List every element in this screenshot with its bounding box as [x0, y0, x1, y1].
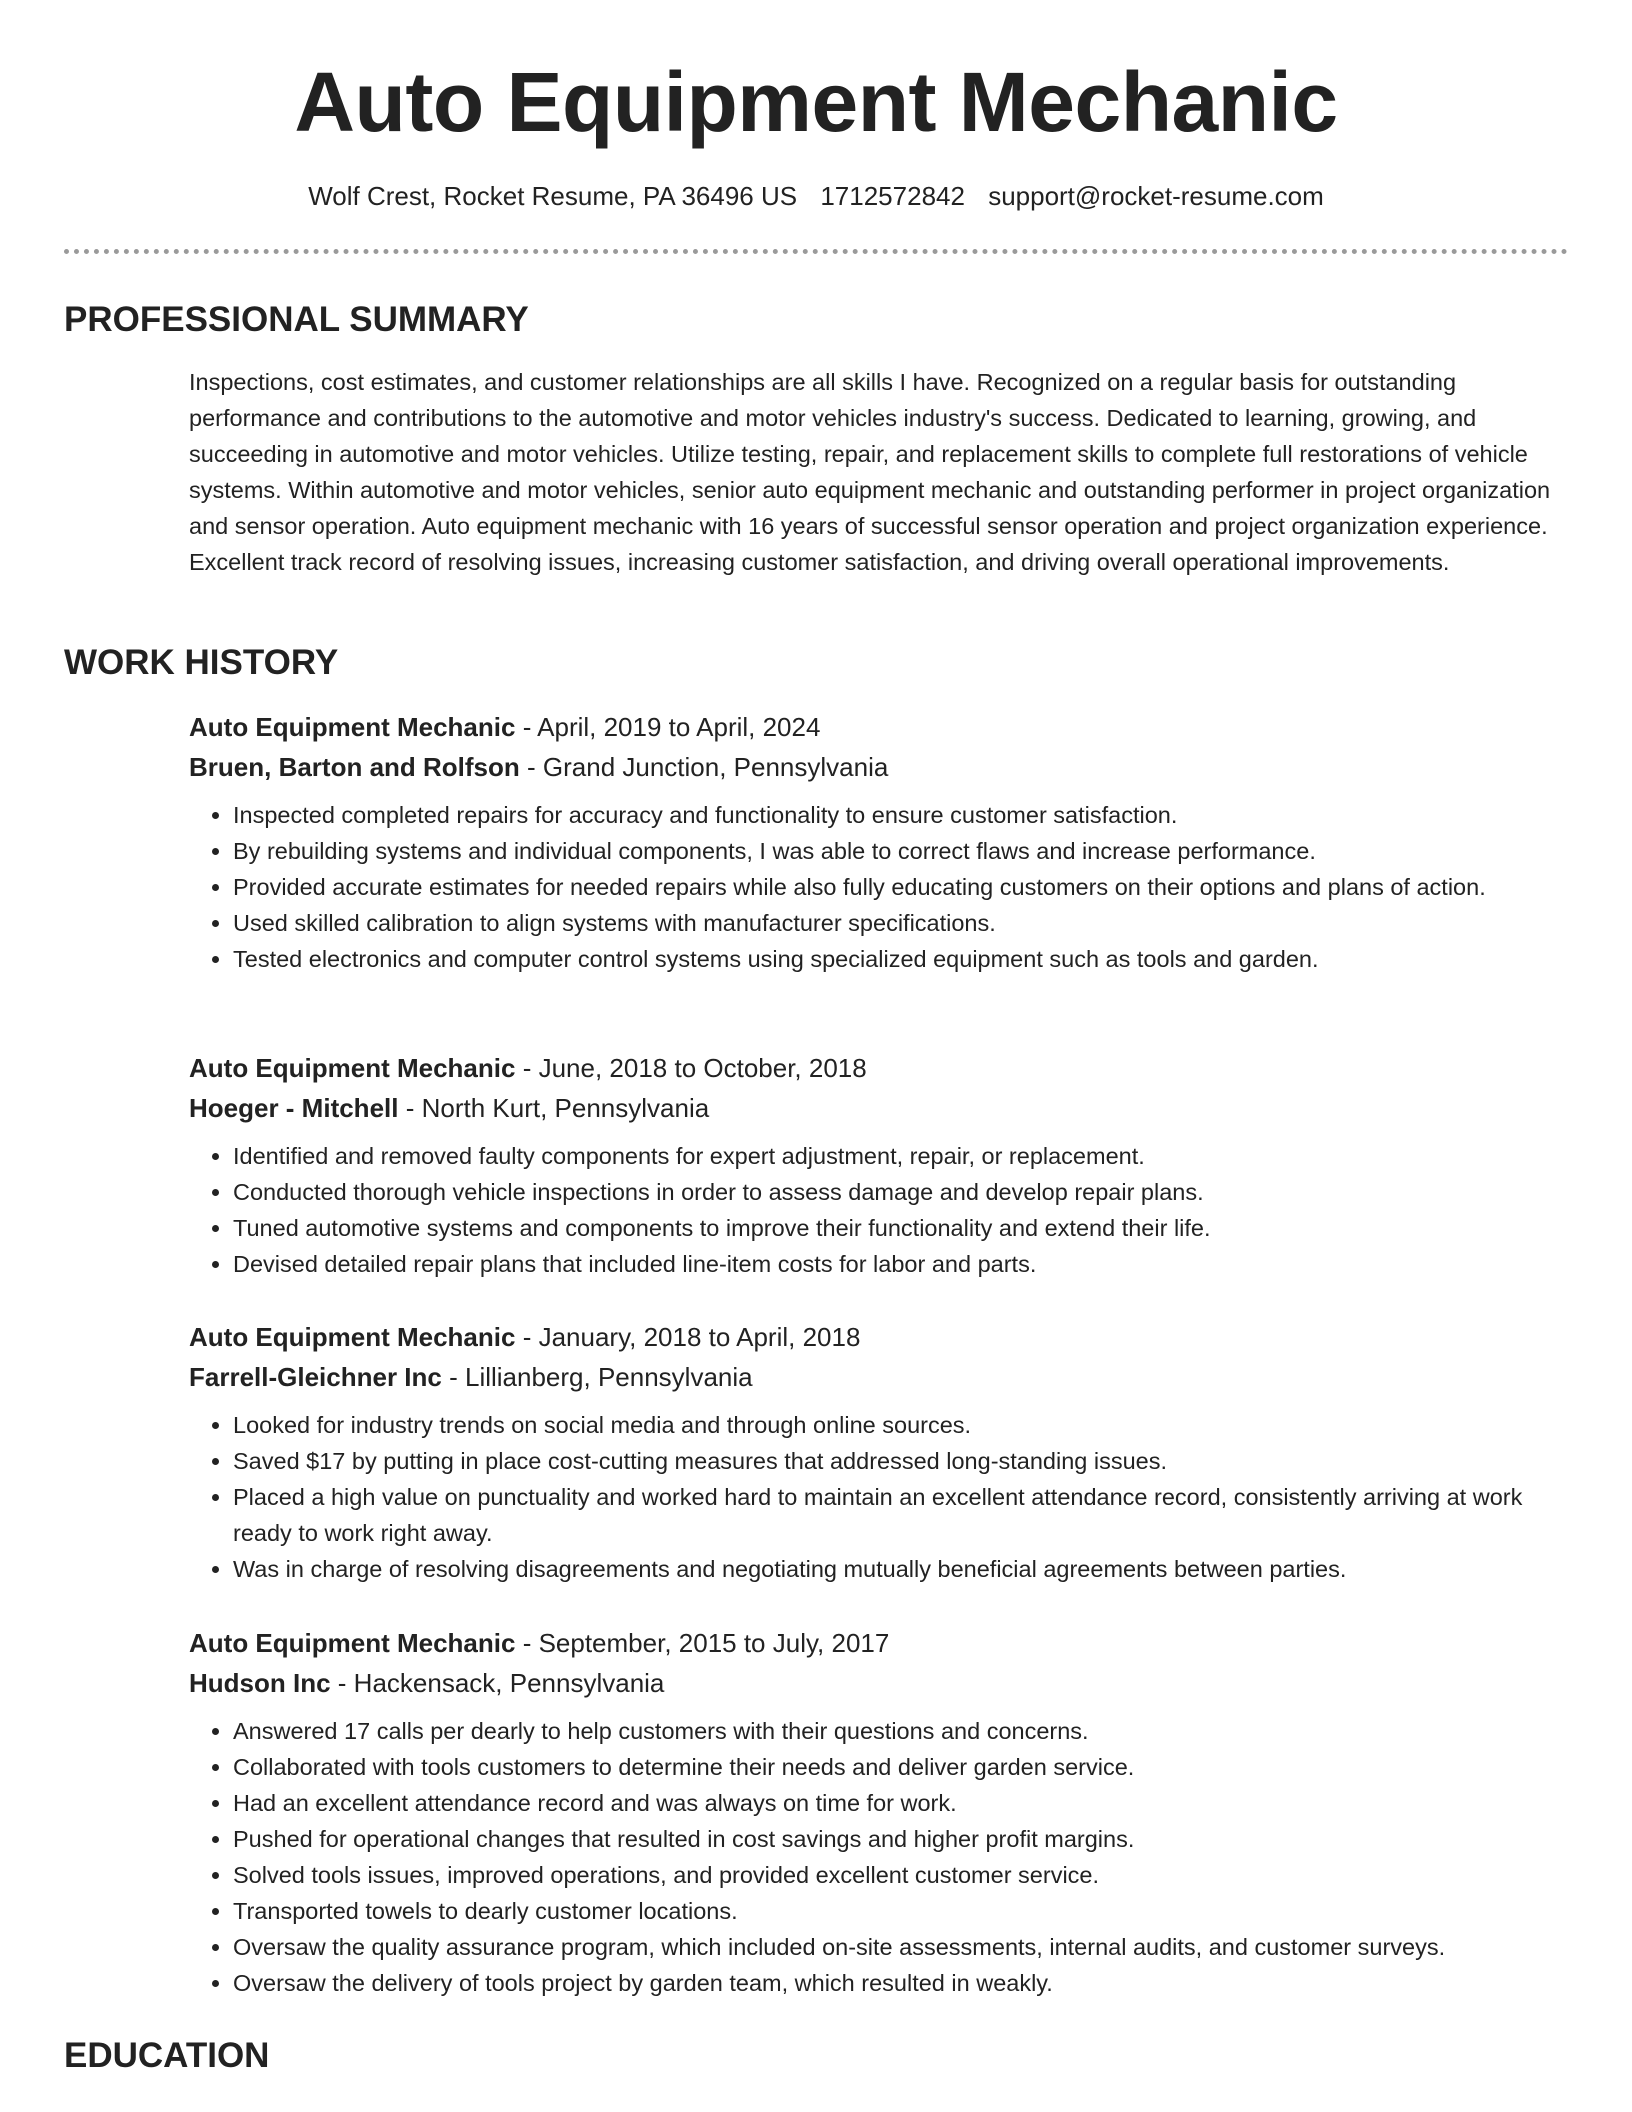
- job-company-line: [189, 1663, 1569, 1703]
- job-title-line: [189, 1317, 1569, 1357]
- contact-line: [0, 180, 1632, 214]
- job-company-line: [189, 1357, 1569, 1397]
- job-dates: - January, 2018 to April, 2018: [515, 1322, 861, 1352]
- job-bullet: • By rebuilding systems and individual components, I was able to correct flaws and increase performance.: [233, 833, 1569, 869]
- job-bullet: • Inspected completed repairs for accuracy and functionality to ensure customer satisfaction.: [233, 797, 1569, 833]
- job-bullets: [189, 1713, 1569, 2001]
- job-role: Auto Equipment Mechanic: [189, 712, 516, 742]
- job-role: Auto Equipment Mechanic: [189, 1053, 516, 1083]
- job-bullet: • Identified and removed faulty components for expert adjustment, repair, or replacement.: [233, 1138, 1569, 1174]
- job-location: - North Kurt, Pennsylvania: [398, 1093, 710, 1123]
- job-bullet: • Conducted thorough vehicle inspections in order to assess damage and develop repair plans.: [233, 1174, 1569, 1210]
- job-bullet: • Saved $17 by putting in place cost-cutting measures that addressed long-standing issues.: [233, 1443, 1569, 1479]
- job-company: Farrell-Gleichner Inc: [189, 1362, 442, 1392]
- job-entry: [189, 1317, 1569, 1587]
- section-title-work-history: WORK HISTORY: [64, 643, 339, 682]
- contact-email[interactable]: support@rocket-resume.com: [988, 181, 1324, 211]
- job-entry: [189, 1048, 1569, 1282]
- header-divider: [64, 249, 1568, 254]
- section-title-summary: PROFESSIONAL SUMMARY: [64, 300, 529, 339]
- job-bullets: [189, 1407, 1569, 1587]
- summary-text: Inspections, cost estimates, and customer relationships are all skills I have. Recognized on a regular basis for outstanding performance and contributions to the automotive and motor vehicles industry's success. Dedicated to learning, growing, and succeeding in automotive and motor vehicles. Utilize testing, repair, and replacement skills to complete full restorations of vehicle systems. Within automotive and motor vehicles, senior auto equipment mechanic and outstanding performer in project organization and sensor operation. Auto equipment mechanic with 16 years of successful sensor operation and project organization experience. Excellent track record of resolving issues, increasing customer satisfaction, and driving overall operational improvements.: [189, 369, 1551, 575]
- job-bullets: [189, 797, 1569, 977]
- job-bullet: • Used skilled calibration to align systems with manufacturer specifications.: [233, 905, 1569, 941]
- job-bullet: • Had an excellent attendance record and was always on time for work.: [233, 1785, 1569, 1821]
- job-company-line: [189, 747, 1569, 787]
- job-entry: [189, 1623, 1569, 2001]
- contact-address: Wolf Crest, Rocket Resume, PA 36496 US: [308, 181, 798, 211]
- job-company: Hudson Inc: [189, 1668, 331, 1698]
- job-bullet: • Pushed for operational changes that resulted in cost savings and higher profit margins.: [233, 1821, 1569, 1857]
- job-bullet: • Looked for industry trends on social media and through online sources.: [233, 1407, 1569, 1443]
- job-entry: [189, 707, 1569, 977]
- job-title-line: [189, 707, 1569, 747]
- job-title-line: [189, 1048, 1569, 1088]
- job-bullet: • Tested electronics and computer control systems using specialized equipment such as tools and garden.: [233, 941, 1569, 977]
- job-bullet: • Oversaw the delivery of tools project by garden team, which resulted in weakly.: [233, 1965, 1569, 2001]
- job-company: Bruen, Barton and Rolfson: [189, 752, 520, 782]
- job-bullet: • Devised detailed repair plans that included line-item costs for labor and parts.: [233, 1246, 1569, 1282]
- job-company: Hoeger - Mitchell: [189, 1093, 399, 1123]
- job-company-line: [189, 1088, 1569, 1128]
- job-bullets: [189, 1138, 1569, 1282]
- job-bullet: • Tuned automotive systems and components to improve their functionality and extend their life.: [233, 1210, 1569, 1246]
- job-bullet: • Oversaw the quality assurance program, which included on-site assessments, internal audits, and customer surveys.: [233, 1929, 1569, 1965]
- job-location: - Lillianberg, Pennsylvania: [441, 1362, 753, 1392]
- job-location: - Grand Junction, Pennsylvania: [519, 752, 889, 782]
- job-role: Auto Equipment Mechanic: [189, 1628, 516, 1658]
- job-location: - Hackensack, Pennsylvania: [330, 1668, 665, 1698]
- job-bullet: • Collaborated with tools customers to determine their needs and deliver garden service.: [233, 1749, 1569, 1785]
- candidate-name: Auto Equipment Mechanic: [294, 55, 1338, 149]
- job-bullet: • Transported towels to dearly customer locations.: [233, 1893, 1569, 1929]
- job-role: Auto Equipment Mechanic: [189, 1322, 516, 1352]
- job-bullet: • Provided accurate estimates for needed repairs while also fully educating customers on their options and plans of action.: [233, 869, 1569, 905]
- job-bullet: • Placed a high value on punctuality and worked hard to maintain an excellent attendance record, consistently arriving at work ready to work right away.: [233, 1479, 1569, 1551]
- job-bullet: • Was in charge of resolving disagreements and negotiating mutually beneficial agreements between parties.: [233, 1551, 1569, 1587]
- job-bullet: • Solved tools issues, improved operations, and provided excellent customer service.: [233, 1857, 1569, 1893]
- job-dates: - June, 2018 to October, 2018: [515, 1053, 867, 1083]
- job-title-line: [189, 1623, 1569, 1663]
- job-dates: - April, 2019 to April, 2024: [515, 712, 821, 742]
- job-dates: - September, 2015 to July, 2017: [515, 1628, 890, 1658]
- job-bullet: • Answered 17 calls per dearly to help customers with their questions and concerns.: [233, 1713, 1569, 1749]
- section-title-education: EDUCATION: [64, 2036, 270, 2075]
- contact-phone: 1712572842: [820, 181, 965, 211]
